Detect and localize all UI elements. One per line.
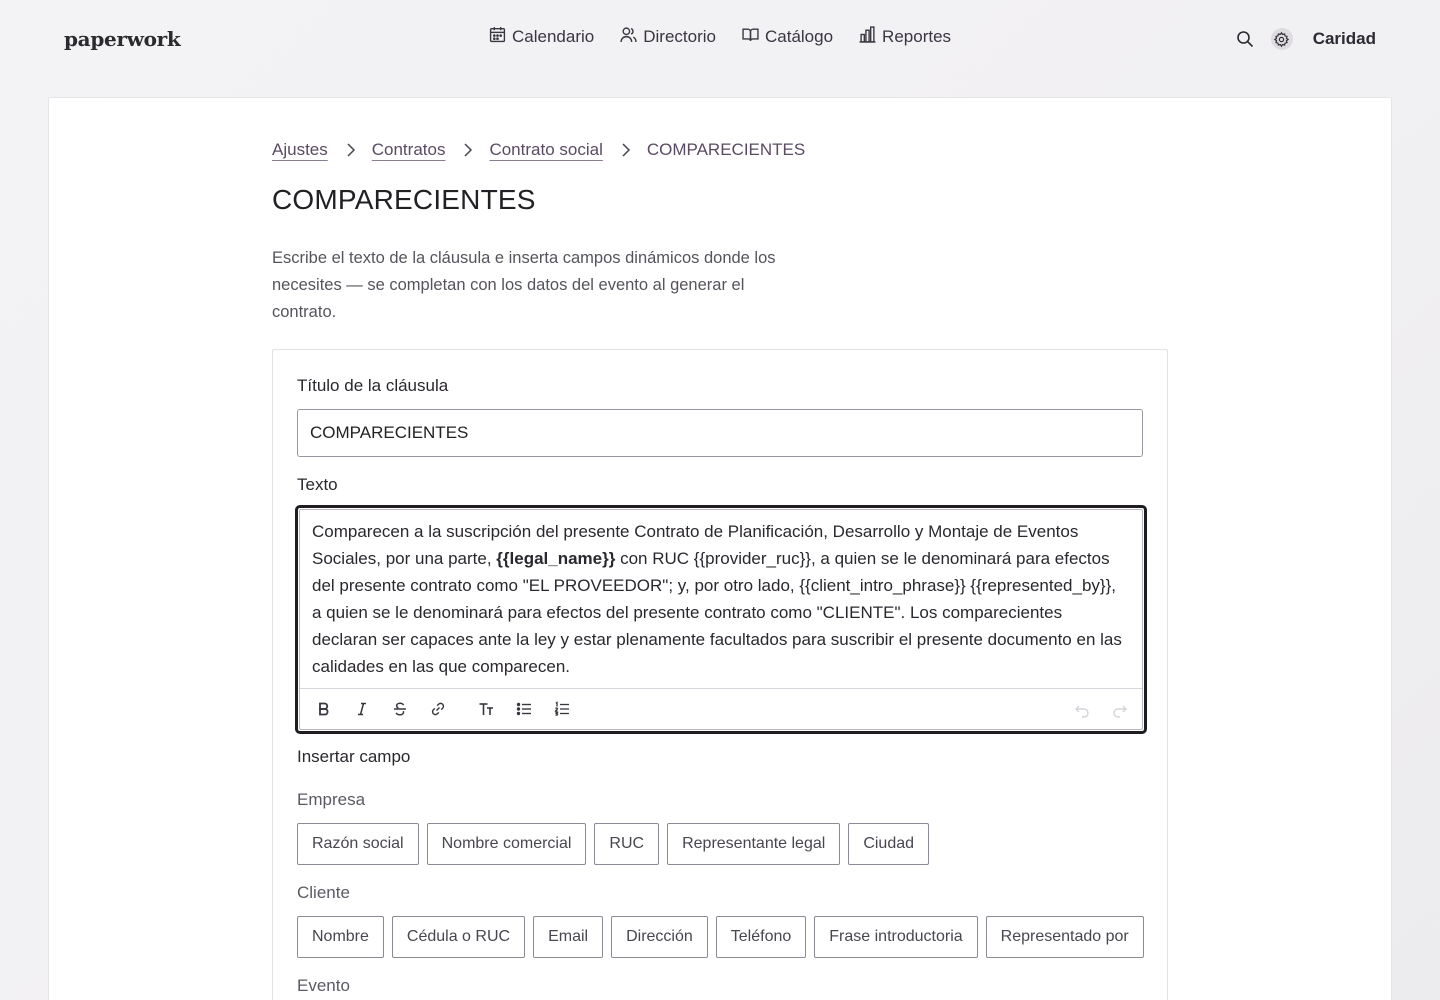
chip-nombre-comercial[interactable]: Nombre comercial: [427, 823, 587, 865]
editor-frame: [299, 509, 1143, 730]
chips-cliente: [297, 916, 1144, 958]
account-name[interactable]: Caridad: [1312, 29, 1376, 48]
breadcrumb-contratos[interactable]: Contratos: [371, 140, 446, 159]
numbered-list-icon[interactable]: [550, 694, 588, 724]
chevron-right-icon: [463, 143, 473, 157]
editor-toolbar: [300, 688, 1142, 729]
bar-chart-icon: [859, 26, 876, 48]
nav-label: Directorio: [643, 27, 716, 46]
chip-email[interactable]: Email: [533, 916, 603, 958]
brand-logo[interactable]: paperwork: [64, 27, 181, 51]
italic-icon[interactable]: [350, 694, 388, 724]
chip-cedula-ruc[interactable]: Cédula o RUC: [392, 916, 525, 958]
breadcrumb-contrato-social[interactable]: Contrato social: [489, 140, 603, 159]
history-controls: [1070, 695, 1130, 725]
page-title: COMPARECIENTES: [272, 184, 536, 215]
link-icon[interactable]: [426, 694, 464, 724]
chip-telefono[interactable]: Teléfono: [716, 916, 807, 958]
main-nav: [489, 26, 951, 48]
undo-icon[interactable]: [1070, 695, 1092, 725]
group-label-cliente: Cliente: [297, 883, 350, 902]
nav-label: Calendario: [512, 27, 595, 46]
text-label: Texto: [297, 475, 338, 494]
chip-direccion[interactable]: Dirección: [611, 916, 708, 958]
nav-directorio[interactable]: [620, 26, 716, 48]
chip-ciudad[interactable]: Ciudad: [848, 823, 929, 865]
main-content: [48, 97, 1392, 1000]
nav-label: Reportes: [882, 27, 952, 46]
strikethrough-icon[interactable]: [388, 694, 426, 724]
chips-empresa: [297, 823, 929, 865]
bold-field-token: {{legal_name}}: [496, 549, 616, 568]
chip-nombre[interactable]: Nombre: [297, 916, 384, 958]
insert-field-label: Insertar campo: [297, 747, 411, 766]
redo-icon[interactable]: [1108, 695, 1130, 725]
group-label-empresa: Empresa: [297, 790, 366, 809]
rich-text-editor[interactable]: [295, 505, 1147, 734]
top-navigation: [0, 0, 1440, 80]
breadcrumb-ajustes[interactable]: Ajustes: [272, 140, 328, 159]
bold-icon[interactable]: [312, 694, 350, 724]
chip-frase-introductoria[interactable]: Frase introductoria: [814, 916, 977, 958]
chevron-right-icon: [621, 143, 631, 157]
chip-representante-legal[interactable]: Representante legal: [667, 823, 840, 865]
chip-razon-social[interactable]: Razón social: [297, 823, 419, 865]
book-icon: [742, 26, 759, 48]
clause-form: [272, 349, 1168, 1000]
nav-label: Catálogo: [764, 27, 834, 46]
breadcrumb: [272, 140, 805, 160]
bullet-list-icon[interactable]: [512, 694, 550, 724]
chevron-right-icon: [346, 143, 356, 157]
search-icon[interactable]: [1235, 29, 1255, 49]
nav-reportes[interactable]: [859, 26, 951, 48]
calendar-icon: [489, 26, 506, 48]
breadcrumb-current: COMPARECIENTES: [646, 140, 806, 159]
page-description: Escribe el texto de la cláusula e inserta campos dinámicos donde los necesites — se completan con los datos del evento al generar el contrato.: [272, 249, 776, 321]
nav-catalogo[interactable]: [742, 26, 833, 48]
group-label-evento: Evento: [297, 976, 350, 995]
title-input[interactable]: [297, 409, 1143, 457]
title-label: Título de la cláusula: [297, 376, 449, 395]
heading-icon[interactable]: [474, 694, 512, 724]
nav-calendario[interactable]: [489, 26, 594, 48]
chip-ruc[interactable]: RUC: [594, 823, 659, 865]
gear-icon[interactable]: [1271, 28, 1293, 50]
editor-content[interactable]: Comparecen a la suscripción del presente Contrato de Planificación, Desarrollo y Montaje de Eventos Sociales, por una parte, {{legal_name}} con RUC {{provider_ruc}}, a quien se le denominará para efectos del presente contrato como "EL PROVEEDOR"; y, por otro lado, {{client_intro_phrase}} {{represented_by}}, a quien se le denominará para efectos del presente contrato como "CLIENTE". Los comparecientes declaran ser capaces ante la ley y estar plenamente facultados para suscribir el presente documento en las calidades en las que comparecen.: [312, 522, 1122, 676]
users-icon: [620, 26, 637, 48]
chip-representado-por[interactable]: Representado por: [986, 916, 1144, 958]
header-actions: [1235, 28, 1376, 50]
